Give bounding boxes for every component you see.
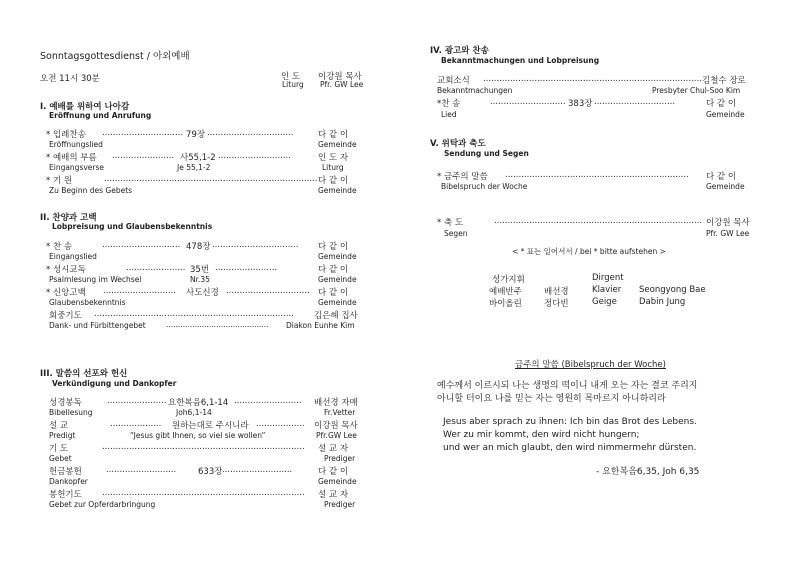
- item-role-de: Gemeinde: [318, 477, 357, 486]
- section-2-subtitle: Lobpreisung und Glaubensbekenntnis: [52, 222, 213, 231]
- leader-dots: .......................: [112, 151, 175, 161]
- staff-role-de: Dirgent: [592, 273, 624, 283]
- item-role: 다 같 이: [318, 288, 349, 298]
- item-detail-de: Joh6,1-14: [176, 408, 212, 417]
- section-1-title: I. 예배를 위하여 나아감: [40, 102, 130, 112]
- item-role-de: Gemeinde: [318, 275, 357, 284]
- leader-dots: ...................: [110, 419, 162, 429]
- leader-dots: ..................: [256, 419, 305, 429]
- item-role-de: Gemeinde: [318, 298, 357, 307]
- item-label-de: Lied: [441, 110, 457, 119]
- page-title: Sonntagsgottesdienst / 아외예배: [40, 51, 190, 62]
- staff-role: 바이올린: [489, 299, 522, 309]
- section-4-title: IV. 광고와 찬송: [430, 46, 489, 56]
- leader-dots: ...........................................................................: [102, 488, 305, 498]
- staff-role-de: Geige: [592, 297, 617, 307]
- item-role: 김철수 장로: [702, 76, 746, 86]
- staff-role: 성가지휘: [492, 275, 525, 285]
- staff-role-de: Klavier: [592, 285, 622, 295]
- item-label: *찬 송: [437, 99, 461, 109]
- item-label-de: Bibelspruch der Woche: [441, 182, 528, 191]
- item-detail: 35번: [190, 265, 210, 275]
- item-role-de: Gemeinde: [706, 110, 745, 119]
- item-label-de: Eingangsverse: [49, 163, 105, 172]
- leader-dots: ..........................: [106, 465, 177, 475]
- leader-dots: ...........................................: [166, 320, 269, 329]
- verse-de-line: Wer zu mir kommt, den wird nicht hungern;: [443, 430, 640, 440]
- item-label-de: Eröffnungslied: [49, 140, 103, 149]
- item-detail: 478장: [186, 242, 211, 252]
- leader-dots: ................................: [207, 128, 294, 138]
- pastor-ko: 이강원 목사: [318, 72, 362, 82]
- item-role: 이강원 목사: [706, 218, 750, 228]
- item-role-de: Diakon Eunhe Kim: [286, 321, 355, 330]
- item-label-de: Eingangslied: [49, 252, 97, 261]
- staff-name: 배선경: [544, 287, 569, 297]
- item-label: 회중기도: [49, 311, 82, 321]
- item-label-de: Segen: [444, 229, 468, 238]
- leader-dots: ..........................: [222, 465, 293, 475]
- item-label-de: Gebet zur Opferdarbringung: [49, 500, 156, 509]
- item-label: * 기 원: [46, 176, 73, 186]
- item-label: * 예배의 부름: [46, 153, 97, 163]
- item-role: 인 도 자: [318, 153, 349, 163]
- staff-role: 예배반주: [489, 287, 522, 297]
- item-role-de: Gemeinde: [706, 182, 745, 191]
- item-role-de: Pfr. GW Lee: [706, 229, 750, 238]
- leader-dots: ............................: [490, 97, 566, 107]
- item-label-de: Predigt: [49, 431, 76, 440]
- item-label: * 입례찬송: [46, 130, 86, 140]
- staff-name-de: Dabin Jung: [639, 297, 686, 307]
- item-role: 다 같 이: [318, 130, 349, 140]
- item-detail: 383장: [568, 99, 593, 109]
- leader-dots: ...............................................................................: [104, 174, 318, 184]
- item-detail: 요한복음6,1-14: [168, 398, 229, 408]
- item-label-de: Dank- und Fürbittengebet: [49, 321, 146, 330]
- item-label-de: Zu Beginn des Gebets: [49, 186, 133, 195]
- leader-dots: ...............................: [226, 286, 310, 296]
- item-label: 헌금봉헌: [49, 467, 82, 477]
- item-role: 다 같 이: [318, 176, 349, 186]
- item-role-de: Presbyter Chul-Soo Kim: [652, 86, 741, 95]
- item-role: 설 교 자: [318, 490, 349, 500]
- item-role-de: Gemeinde: [318, 252, 357, 261]
- item-label: * 성시교독: [46, 265, 86, 275]
- item-role-de: Liturg: [322, 163, 344, 172]
- item-role-de: Prediger: [324, 500, 356, 509]
- item-detail-de: Nr.35: [190, 275, 210, 284]
- item-label-de: Psalmlesung im Wechsel: [49, 275, 142, 284]
- item-role: 다 같 이: [318, 265, 349, 275]
- item-detail-de: “Jesus gibt Ihnen, so viel sie wollen”: [130, 431, 266, 440]
- item-label: 성경봉독: [49, 398, 82, 408]
- leader-dots: .......................: [215, 263, 278, 273]
- verse-de-line: Jesus aber sprach zu ihnen: Ich bin das Brot des Lebens.: [443, 417, 697, 427]
- verse-ko-line: 아니할 터이요 나를 믿는 자는 영원히 목마르지 아니하리라: [437, 394, 666, 404]
- service-time: 오전 11시 30분: [40, 74, 100, 84]
- item-role-de: Pfr.GW Lee: [316, 431, 357, 440]
- section-1-subtitle: Eröffnung und Anrufung: [49, 111, 152, 120]
- item-label: 기 도: [49, 444, 69, 454]
- verse-reference: - 요한복음6,35, Joh 6,35: [596, 467, 700, 477]
- leader-dots: ...........................: [103, 286, 176, 296]
- item-label: * 축 도: [437, 218, 464, 228]
- item-role: 배선경 자매: [314, 398, 358, 408]
- item-role: 다 같 이: [318, 242, 349, 252]
- item-label: 교회소식: [437, 76, 470, 86]
- liturg-label-de: Liturg: [282, 80, 304, 89]
- leader-dots: .................................................................................: [483, 74, 702, 84]
- section-3-title: III. 말씀의 선포와 헌신: [40, 369, 128, 379]
- verse-de-line: und wer an mich glaubt, den wird nimmermehr dürsten.: [443, 443, 697, 453]
- item-label-de: Bibellesung: [49, 408, 93, 417]
- item-role: 다 같 이: [318, 467, 349, 477]
- item-detail: 사55,1-2: [180, 153, 216, 163]
- standing-note: < * 표는 일어서서 / bei * bitte aufstehen >: [512, 247, 666, 256]
- item-label-de: Gebet: [49, 454, 72, 463]
- item-detail: 원하는대로 주시니라: [172, 421, 249, 431]
- item-role-de: Gemeinde: [318, 186, 357, 195]
- leader-dots: .............................................................................: [494, 216, 703, 226]
- item-role-de: Fr.Vetter: [324, 408, 356, 417]
- leader-dots: ......................: [126, 263, 186, 273]
- item-detail-de: Je 55,1-2: [177, 163, 211, 172]
- staff-name-de: Seongyong Bae: [639, 285, 706, 295]
- item-detail: 633장: [198, 467, 223, 477]
- item-role: 김은혜 집사: [314, 311, 358, 321]
- item-label: * 찬 송: [46, 242, 73, 252]
- item-label-de: Bekanntmachungen: [437, 86, 513, 95]
- item-role: 설 교 자: [318, 444, 349, 454]
- leader-dots: ..............................: [594, 97, 676, 107]
- staff-name: 정다빈: [544, 299, 569, 309]
- section-2-title: II. 찬양과 고백: [40, 213, 97, 223]
- liturg-label-ko: 인 도: [281, 72, 301, 82]
- verse-ko-line: 예수께서 이르시되 나는 생명의 떡이니 내게 오는 자는 결코 주리지: [437, 381, 698, 391]
- leader-dots: .............................: [102, 240, 181, 250]
- leader-dots: ..............................: [102, 128, 184, 138]
- item-label-de: Dankopfer: [49, 477, 88, 486]
- section-5-title: V. 위탁과 축도: [430, 139, 486, 149]
- item-label: * 신앙고백: [46, 288, 86, 298]
- leader-dots: ................................: [212, 240, 299, 250]
- leader-dots: ...........................................................................: [102, 442, 305, 452]
- section-4-subtitle: Bekanntmachungen und Lobpreisung: [441, 56, 600, 65]
- leader-dots: ......................: [107, 396, 167, 406]
- item-label: * 금주의 말씀: [437, 172, 488, 182]
- item-label-de: Glaubensbekenntnis: [49, 298, 126, 307]
- item-detail: 사도신경: [186, 288, 219, 298]
- item-label: 봉헌기도: [49, 490, 82, 500]
- item-role: 이강원 목사: [314, 421, 358, 431]
- pastor-de: Pfr. GW Lee: [320, 80, 364, 89]
- section-5-subtitle: Sendung und Segen: [444, 149, 529, 158]
- leader-dots: ....................................................................: [505, 170, 689, 180]
- section-3-subtitle: Verkündigung und Dankopfer: [52, 379, 177, 388]
- item-role: 다 같 이: [706, 99, 737, 109]
- leader-dots: ...........................: [218, 151, 291, 161]
- leader-dots: .........................: [234, 396, 302, 406]
- item-detail: 79장: [186, 130, 206, 140]
- item-role-de: Prediger: [324, 454, 356, 463]
- item-role: 다 같 이: [706, 172, 737, 182]
- leader-dots: ..........................................................................: [94, 309, 294, 319]
- verse-title: 금주의 말씀 (Bibelspruch der Woche): [515, 360, 666, 370]
- item-label: 설 교: [49, 421, 69, 431]
- item-role-de: Gemeinde: [318, 140, 357, 149]
